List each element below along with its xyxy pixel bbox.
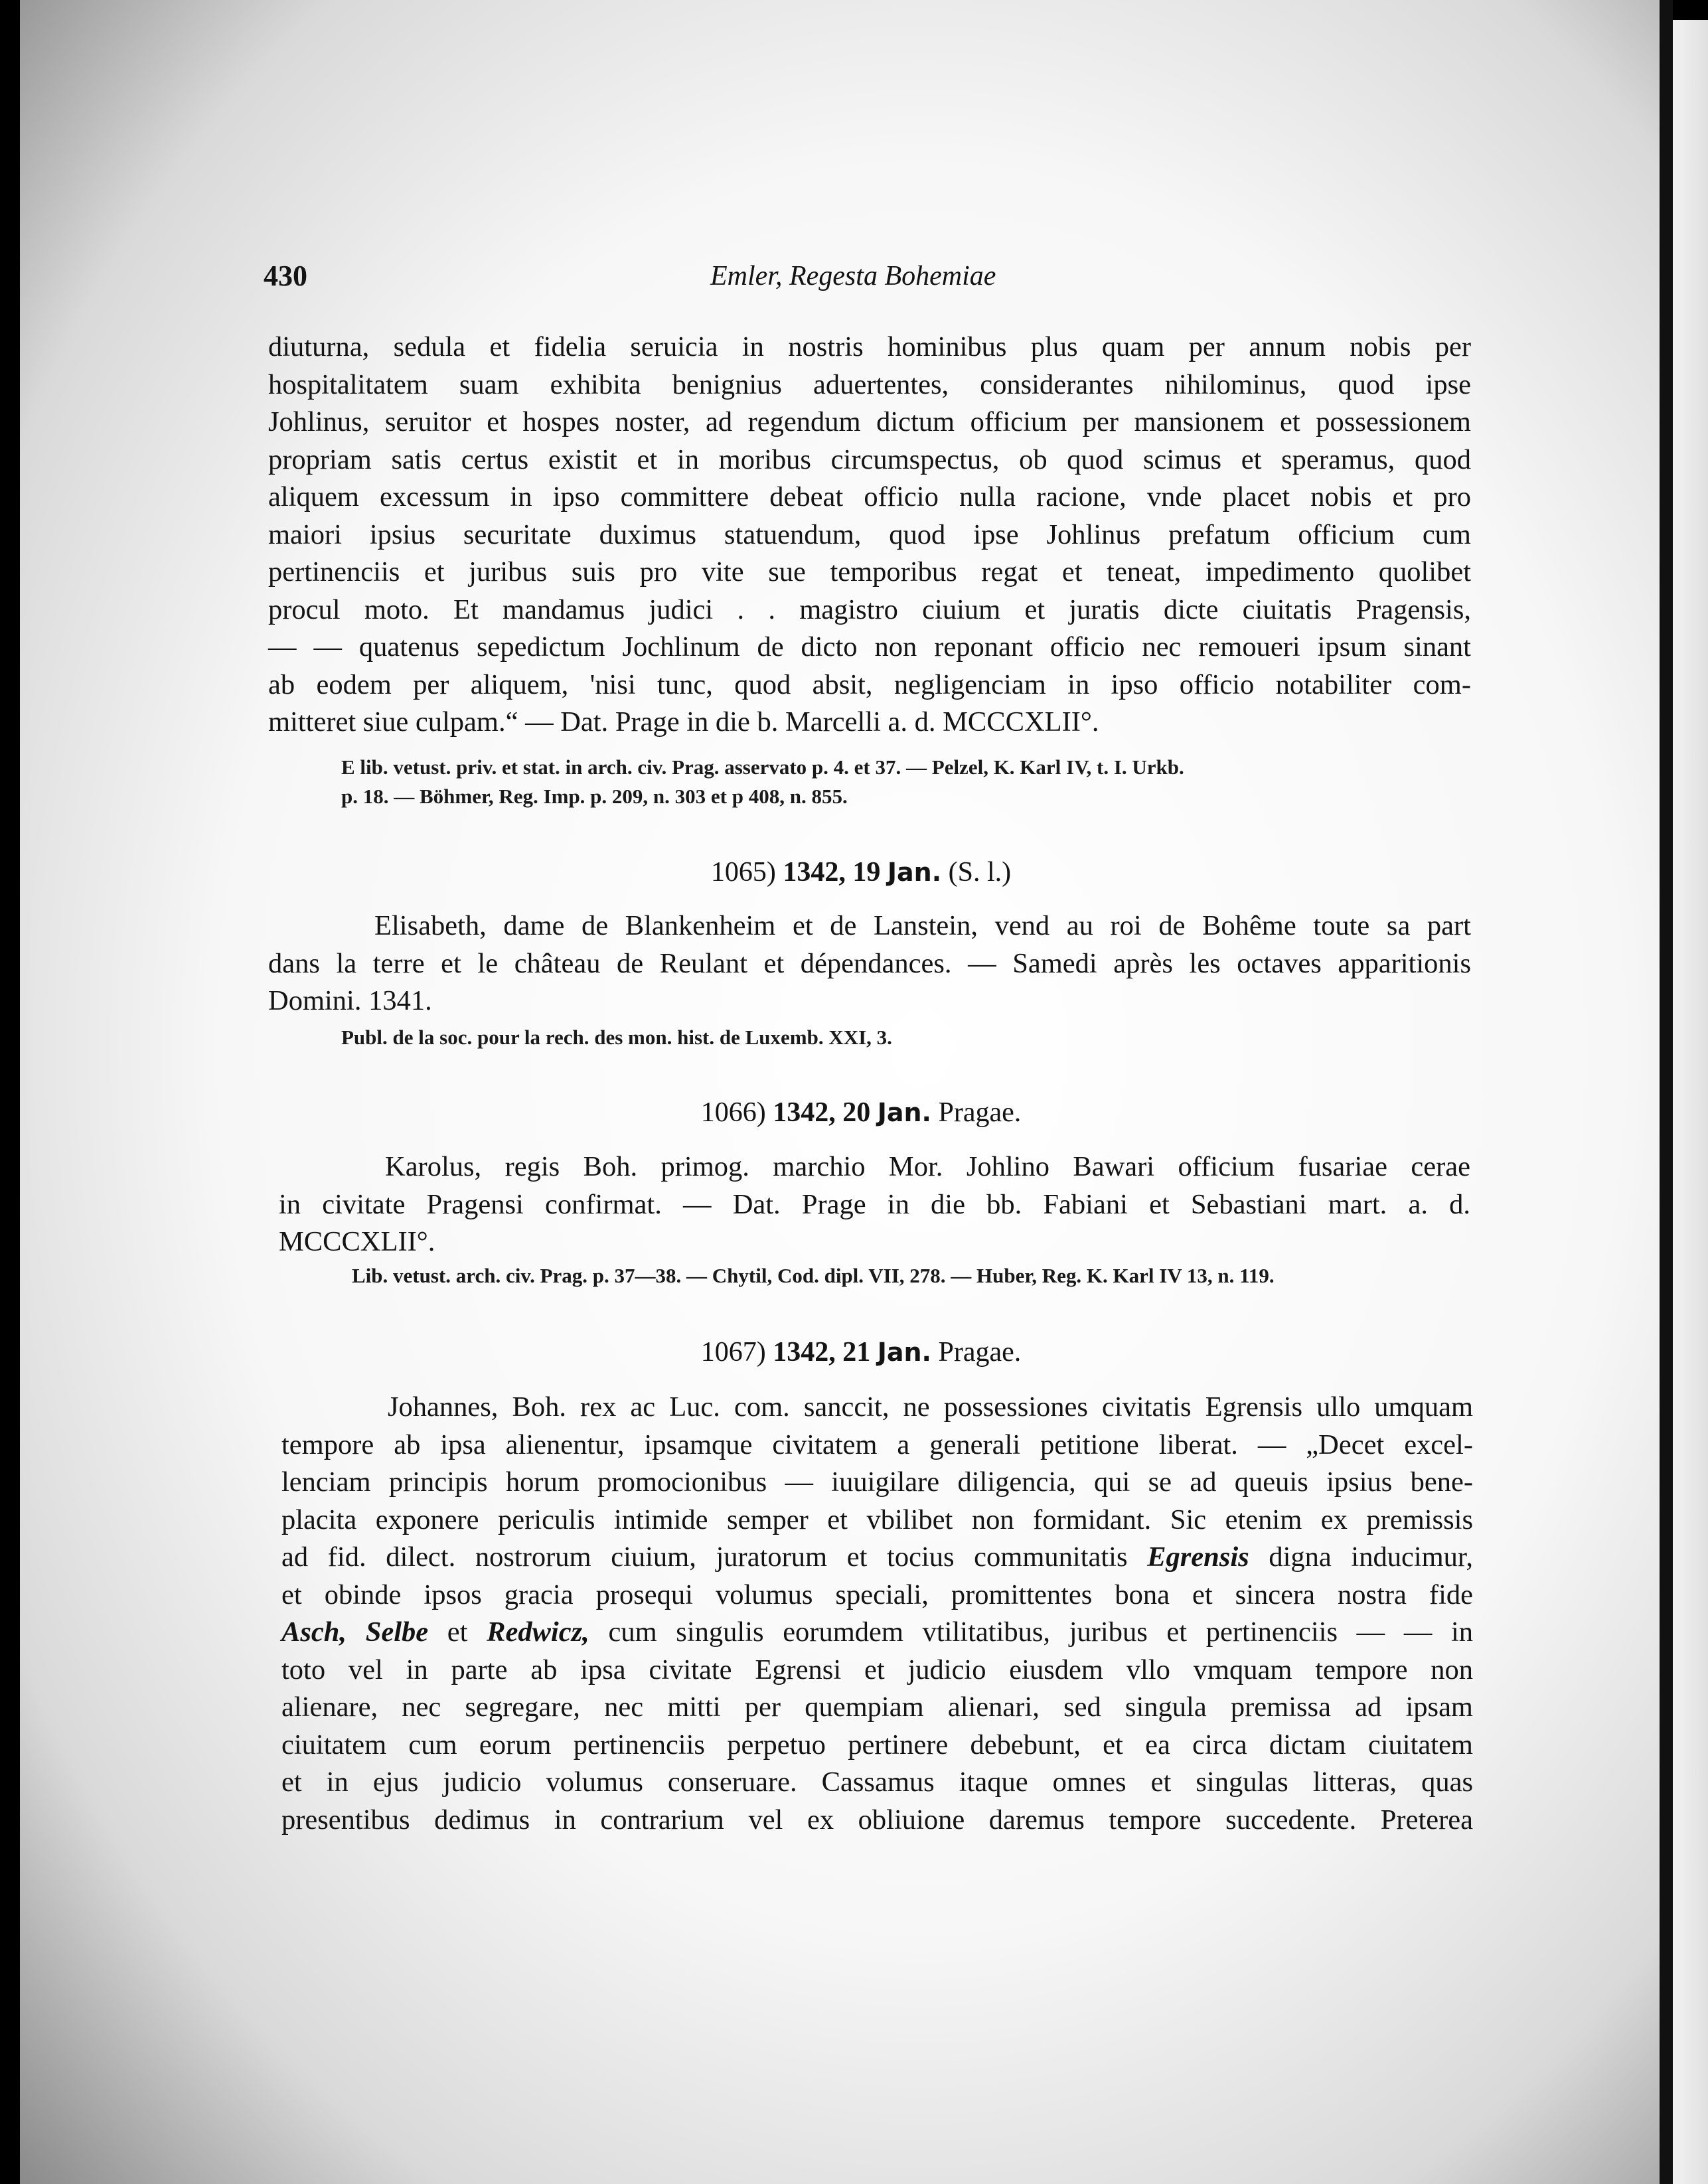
text-line xyxy=(281,1614,1473,1652)
entry-date: 1342, 21 xyxy=(773,1337,871,1367)
text-line: Domini. 1341. xyxy=(268,985,432,1016)
text-line: Karolus, regis Boh. primog. marchio Mor. Johlino Bawari officium fusariae cerae xyxy=(385,1151,1470,1182)
italic-place-name: Selbe xyxy=(365,1616,429,1648)
text-line: diuturna, sedula et fidelia seruicia in nostris hominibus plus quam per annum nobis per xyxy=(268,331,1471,362)
scan-margin-strip xyxy=(1673,20,1708,2184)
text-line: pertinenciis et juribus suis pro vite sue temporibus regat et teneat, impedimento quolibet xyxy=(268,556,1471,587)
entry-place: Pragae. xyxy=(938,1337,1022,1367)
text-line: et in ejus judicio volumus conseruare. Cassamus itaque omnes et singulas litteras, quas xyxy=(281,1766,1473,1798)
continuation-text xyxy=(268,329,1471,741)
text-line: dans la terre et le château de Reulant et dépendances. — Samedi après les octaves apparitionis xyxy=(268,947,1471,979)
text-line: presentibus dedimus in contrarium vel ex obliuione daremus tempore succedente. Preterea xyxy=(281,1804,1473,1835)
entry-date: 1342, 20 xyxy=(773,1097,871,1128)
text-segment: digna inducimur, xyxy=(1269,1541,1474,1573)
entry-place: (S. l.) xyxy=(948,857,1012,888)
note-line: Publ. de la soc. pour la rech. des mon. hist. de Luxemb. XXI, 3. xyxy=(341,1026,892,1049)
text-line: procul moto. Et mandamus judici . . magistro ciuium et juratis dicte ciuitatis Pragensis, xyxy=(268,593,1471,625)
text-line: aliquem excessum in ipso committere debeat officio nulla racione, vnde placet nobis et pro xyxy=(268,481,1471,512)
text-line: ciuitatem cum eorum pertinenciis perpetuo pertinere debebunt, et ea circa dictam ciuitatem xyxy=(281,1729,1473,1760)
text-line: mitteret siue culpam.“ — Dat. Prage in die b. Marcelli a. d. MCCCXLII°. xyxy=(268,706,1099,738)
entry-heading xyxy=(197,1097,1525,1129)
running-title: Emler, Regesta Bohemiae xyxy=(710,261,996,291)
text-line: Johannes, Boh. rex ac Luc. com. sanccit, ne possessiones civitatis Egrensis ullo umquam xyxy=(388,1391,1473,1423)
text-line: ab eodem per aliquem, 'nisi tunc, quod absit, negligenciam in ipso officio notabiliter com- xyxy=(268,668,1471,700)
text-line: in civitate Pragensi confirmat. — Dat. Prage in die bb. Fabiani et Sebastiani mart. a. d. xyxy=(279,1188,1470,1220)
italic-place-name: Egrensis xyxy=(1147,1541,1249,1573)
entry-number: 1066) xyxy=(700,1097,766,1128)
italic-place-name: Asch, xyxy=(281,1616,347,1648)
entry-month: Jan. xyxy=(877,1338,931,1367)
entry-heading xyxy=(197,1336,1525,1368)
text-line: maiori ipsius securitate duximus statuendum, quod ipse Johlinus prefatum officium cum xyxy=(268,518,1471,550)
entry-heading xyxy=(197,856,1525,888)
source-note xyxy=(352,1261,1275,1290)
entry-month: Jan. xyxy=(877,1098,931,1127)
page-paper xyxy=(20,0,1660,2184)
scan-edge xyxy=(1660,0,1673,2184)
text-segment: ad fid. dilect. nostrorum ciuium, juratorum et tocius communitatis xyxy=(281,1541,1128,1573)
source-note xyxy=(341,753,1184,811)
text-line: et obinde ipsos gracia prosequi volumus speciali, promittentes bona et sincera nostra fide xyxy=(281,1579,1473,1610)
note-line: Lib. vetust. arch. civ. Prag. p. 37—38. — Chytil, Cod. dipl. VII, 278. — Huber, Reg. K. Karl IV 13, n. 119. xyxy=(352,1264,1275,1287)
text-line: placita exponere periculis intimide semper et vbilibet non formidant. Sic etenim ex premissis xyxy=(281,1504,1473,1535)
entry-date: 1342, 19 xyxy=(783,857,881,888)
entry-number: 1065) xyxy=(710,857,776,888)
page-number: 430 xyxy=(264,260,307,292)
text-segment: et xyxy=(447,1616,468,1648)
text-line: propriam satis certus existit et in moribus circumspectus, ob quod scimus et speramus, quod xyxy=(268,443,1471,475)
text-line: — — quatenus sepedictum Jochlinum de dicto non reponant officio nec remoueri ipsum sinant xyxy=(268,631,1471,663)
italic-place-name: Redwicz, xyxy=(487,1616,589,1648)
entry-text xyxy=(281,1389,1473,1839)
entry-text xyxy=(268,907,1471,1020)
text-line: tempore ab ipsa alienentur, ipsamque civitatem a generali petitione liberat. — „Decet excel- xyxy=(281,1429,1473,1460)
text-line: MCCCXLII°. xyxy=(279,1226,435,1257)
note-line: E lib. vetust. priv. et stat. in arch. civ. Prag. asservato p. 4. et 37. — Pelzel, K. Karl IV, t. I. Urkb. xyxy=(341,755,1184,779)
text-line: alienare, nec segregare, nec mitti per quempiam alienari, sed singula premissa ad ipsam xyxy=(281,1691,1473,1723)
text-line: Johlinus, seruitor et hospes noster, ad regendum dictum officium per mansionem et possessionem xyxy=(268,406,1471,437)
text-line: hospitalitatem suam exhibita benignius aduertentes, considerantes nihilominus, quod ipse xyxy=(268,368,1471,400)
text-line: lenciam principis horum promocionibus — iuuigilare diligencia, qui se ad queuis ipsius bene- xyxy=(281,1466,1473,1498)
entry-text xyxy=(279,1148,1470,1261)
text-line xyxy=(281,1539,1473,1577)
entry-number: 1067) xyxy=(700,1337,766,1367)
source-note xyxy=(341,1023,892,1052)
entry-place: Pragae. xyxy=(938,1097,1022,1128)
text-line: toto vel in parte ab ipsa civitate Egrensi et judicio eiusdem vllo vmquam tempore non xyxy=(281,1654,1473,1685)
text-line: Elisabeth, dame de Blankenheim et de Lanstein, vend au roi de Bohême toute sa part xyxy=(374,910,1471,941)
entry-month: Jan. xyxy=(887,858,942,887)
text-segment: cum singulis eorumdem vtilitatibus, juribus et pertinenciis — — in xyxy=(608,1616,1474,1648)
note-line: p. 18. — Böhmer, Reg. Imp. p. 209, n. 303 et p 408, n. 855. xyxy=(341,785,848,808)
